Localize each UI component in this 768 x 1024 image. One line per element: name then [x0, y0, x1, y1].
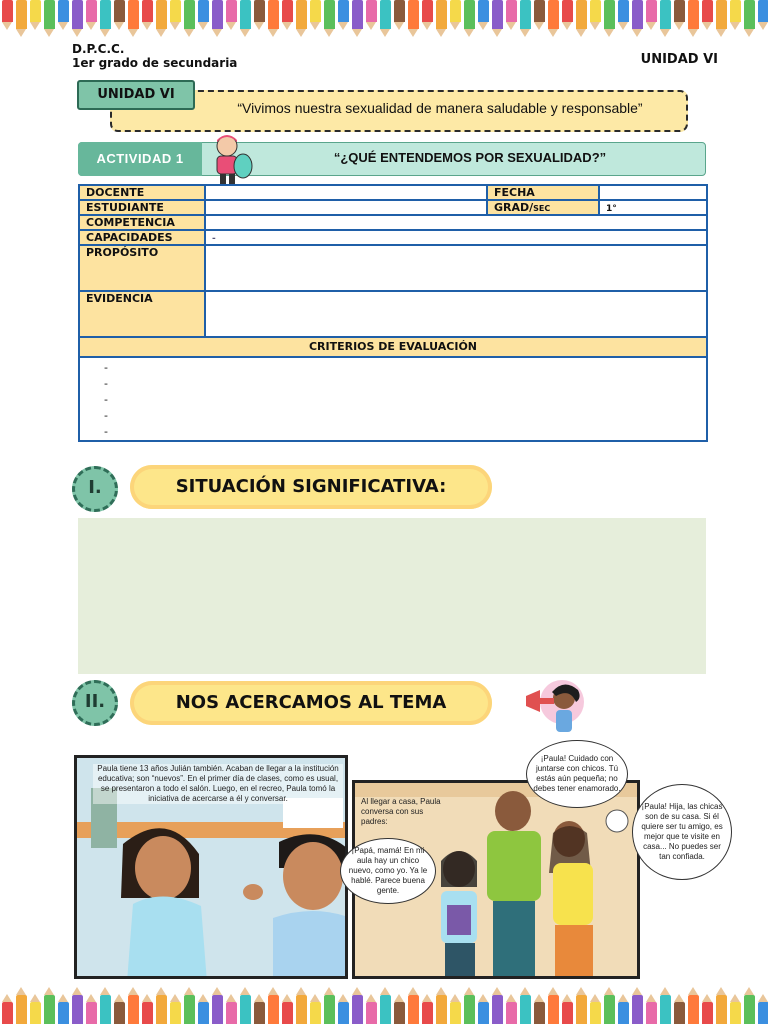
pencil-decoration	[506, 0, 517, 22]
pencil-decoration	[506, 1002, 517, 1024]
pencil-tip	[240, 29, 250, 37]
pencil-tip	[562, 22, 572, 30]
pencil-decoration	[268, 0, 279, 29]
pencil-decoration	[142, 1002, 153, 1024]
pencil-decoration	[184, 0, 195, 29]
pencil-decoration	[492, 995, 503, 1024]
competencia-label: COMPETENCIA	[79, 215, 205, 230]
pencil-decoration	[324, 995, 335, 1024]
pencil-tip	[16, 987, 26, 995]
pencil-tip	[506, 994, 516, 1002]
pencil-decoration	[604, 0, 615, 29]
grade-label: 1er grado de secundaria	[72, 56, 238, 70]
grad-value: 1°	[606, 204, 617, 214]
pencil-decoration	[156, 995, 167, 1024]
pencil-tip	[394, 994, 404, 1002]
pencil-tip	[758, 994, 768, 1002]
capacidades-field[interactable]	[205, 230, 707, 245]
pencil-tip	[184, 29, 194, 37]
criterio-item: -	[104, 425, 108, 438]
pencil-decoration	[646, 1002, 657, 1024]
activity-title: “¿QUÉ ENTENDEMOS POR SEXUALIDAD?”	[333, 150, 607, 165]
pencil-tip	[380, 29, 390, 37]
pencil-tip	[156, 987, 166, 995]
pencil-decoration	[744, 0, 755, 29]
pencil-decoration	[674, 0, 685, 22]
pencil-decoration	[730, 0, 741, 22]
girl-megaphone-illustration	[522, 678, 592, 740]
pencil-decoration	[338, 1002, 349, 1024]
criterio-item: -	[104, 361, 108, 374]
pencil-tip	[30, 22, 40, 30]
pencil-decoration	[58, 1002, 69, 1024]
pencil-tip	[534, 22, 544, 30]
pencil-decoration	[464, 0, 475, 29]
pencil-tip	[16, 29, 26, 37]
docente-field[interactable]	[205, 185, 487, 200]
pencil-decoration	[240, 995, 251, 1024]
docente-label: DOCENTE	[79, 185, 205, 200]
proposito-label: PROPÓSITO	[79, 245, 205, 291]
pencil-tip	[2, 994, 12, 1002]
pencil-tip	[590, 22, 600, 30]
pencil-decoration	[156, 0, 167, 29]
pencil-decoration	[114, 1002, 125, 1024]
pencil-decoration	[170, 1002, 181, 1024]
panel-2-caption: Al llegar a casa, Paula conversa con sus padres:	[361, 797, 441, 826]
unit-heading: UNIDAD VI	[640, 52, 718, 67]
pencil-tip	[296, 29, 306, 37]
pencil-decoration	[310, 0, 321, 22]
pencil-tip	[450, 994, 460, 1002]
pencil-tip	[730, 994, 740, 1002]
pencil-decoration	[520, 995, 531, 1024]
pencil-tip	[352, 29, 362, 37]
pencil-decoration	[422, 1002, 433, 1024]
pencil-tip	[464, 987, 474, 995]
pencil-tip	[310, 994, 320, 1002]
pencil-decoration	[72, 995, 83, 1024]
student-illustration	[205, 132, 255, 186]
pencil-tip	[716, 29, 726, 37]
pencil-decoration	[226, 1002, 237, 1024]
pencil-decoration	[44, 995, 55, 1024]
pencil-decoration	[254, 0, 265, 22]
pencil-tip	[170, 22, 180, 30]
pencil-tip	[296, 987, 306, 995]
pencil-tip	[2, 22, 12, 30]
pencil-decoration	[268, 995, 279, 1024]
pencil-decoration	[590, 1002, 601, 1024]
pencil-decoration	[744, 995, 755, 1024]
pencil-tip	[716, 987, 726, 995]
pencil-decoration	[2, 0, 13, 22]
pencil-decoration	[240, 0, 251, 29]
pencil-tip	[240, 987, 250, 995]
grad-sec-field[interactable]	[599, 200, 707, 215]
pencil-tip	[646, 22, 656, 30]
pencil-tip	[576, 987, 586, 995]
competencia-field[interactable]	[205, 215, 707, 230]
pencil-tip	[506, 22, 516, 30]
unit-quote: “Vivimos nuestra sexualidad de manera saludable y responsable”	[237, 100, 643, 116]
pencil-tip	[576, 29, 586, 37]
pencil-decoration	[688, 0, 699, 29]
document-header	[72, 42, 237, 70]
speech-bubble-paula: ¡Papá, mamá! En mi aula hay un chico nuevo, como yo. Ya le hablé. Parece buena gente.	[340, 838, 436, 904]
pencil-tip	[408, 29, 418, 37]
pencil-decoration	[674, 1002, 685, 1024]
unit-tag: UNIDAD VI	[77, 80, 195, 110]
pencil-tip	[604, 987, 614, 995]
pencil-tip	[268, 29, 278, 37]
pencil-tip	[114, 994, 124, 1002]
pencil-decoration	[576, 0, 587, 29]
pencil-decoration	[758, 1002, 768, 1024]
pencil-tip	[660, 987, 670, 995]
grad-sec-label	[487, 200, 599, 215]
pencil-decoration	[44, 0, 55, 29]
pencil-decoration	[450, 1002, 461, 1024]
pencil-tip	[758, 22, 768, 30]
pencil-decoration	[422, 0, 433, 22]
criterios-list[interactable]	[79, 357, 707, 441]
pencil-tip	[114, 22, 124, 30]
pencil-decoration	[324, 0, 335, 29]
speech-bubble-father: ¡Paula! Cuidado con juntarse con chicos. Tú estás aún pequeña; no debes tener enamorado.	[526, 740, 628, 808]
pencil-decoration	[198, 0, 209, 22]
pencil-decoration	[478, 0, 489, 22]
pencil-decoration	[254, 1002, 265, 1024]
section-1-title: SITUACIÓN SIGNIFICATIVA:	[130, 465, 492, 509]
evidencia-label: EVIDENCIA	[79, 291, 205, 337]
pencil-decoration	[408, 0, 419, 29]
fecha-label: FECHA	[487, 185, 599, 200]
section-1-number: I.	[72, 466, 118, 512]
pencil-tip	[702, 994, 712, 1002]
estudiante-label: ESTUDIANTE	[79, 200, 205, 215]
pencil-decoration	[296, 995, 307, 1024]
pencil-decoration	[646, 0, 657, 22]
pencil-decoration	[534, 0, 545, 22]
pencil-decoration	[366, 1002, 377, 1024]
pencil-tip	[366, 22, 376, 30]
pencil-tip	[618, 22, 628, 30]
pencil-tip	[128, 29, 138, 37]
pencil-tip	[212, 987, 222, 995]
pencil-tip	[632, 29, 642, 37]
pencil-decoration	[30, 1002, 41, 1024]
pencil-tip	[604, 29, 614, 37]
pencil-tip	[464, 29, 474, 37]
pencil-decoration	[366, 0, 377, 22]
pencil-tip	[282, 22, 292, 30]
pencil-decoration	[534, 1002, 545, 1024]
pencil-decoration	[142, 0, 153, 22]
pencil-tip	[492, 29, 502, 37]
pencil-tip	[380, 987, 390, 995]
pencil-tip	[618, 994, 628, 1002]
section-2-number: II.	[72, 680, 118, 726]
pencil-tip	[30, 994, 40, 1002]
pencil-tip	[72, 29, 82, 37]
pencil-tip	[226, 994, 236, 1002]
criterio-item: -	[104, 409, 108, 422]
pencil-tip	[492, 987, 502, 995]
pencil-decoration	[618, 1002, 629, 1024]
pencil-tip	[58, 22, 68, 30]
pencil-decoration	[58, 0, 69, 22]
pencil-decoration	[590, 0, 601, 22]
pencil-decoration	[632, 995, 643, 1024]
pencil-decoration	[394, 0, 405, 22]
section-2-title: NOS ACERCAMOS AL TEMA	[130, 681, 492, 725]
pencil-tip	[282, 994, 292, 1002]
panel-1-caption: Paula tiene 13 años Julián también. Acaban de llegar a la institución educativa; son “nuevos”. En el primer día de clases, como es usual, se presentaron a todo el salón. Luego, en el recreo, Paula tomó la iniciativa de acercarse a él y conversar.	[93, 764, 343, 804]
pencil-decoration	[100, 0, 111, 29]
pencil-decoration	[72, 0, 83, 29]
org-name: D.P.C.C.	[72, 42, 125, 56]
capacidades-label: CAPACIDADES	[79, 230, 205, 245]
pencil-tip	[422, 22, 432, 30]
pencil-decoration	[128, 995, 139, 1024]
pencil-decoration	[702, 1002, 713, 1024]
pencil-tip	[674, 994, 684, 1002]
pencil-tip	[338, 994, 348, 1002]
pencil-decoration	[576, 995, 587, 1024]
pencil-tip	[58, 994, 68, 1002]
pencil-decoration	[702, 0, 713, 22]
pencil-tip	[310, 22, 320, 30]
pencil-tip	[422, 994, 432, 1002]
pencil-tip	[688, 29, 698, 37]
pencil-tip	[436, 29, 446, 37]
pencil-decoration	[520, 0, 531, 29]
pencil-tip	[100, 987, 110, 995]
pencil-tip	[674, 22, 684, 30]
pencil-decoration	[492, 0, 503, 29]
pencil-tip	[198, 22, 208, 30]
pencil-tip	[198, 994, 208, 1002]
pencil-decoration	[296, 0, 307, 29]
pencil-decoration	[338, 0, 349, 22]
pencil-tip	[212, 29, 222, 37]
pencil-tip	[660, 29, 670, 37]
estudiante-field[interactable]	[205, 200, 487, 215]
pencil-decoration	[100, 995, 111, 1024]
pencil-tip	[324, 29, 334, 37]
pencil-decoration	[436, 995, 447, 1024]
pencil-tip	[590, 994, 600, 1002]
pencil-tip	[548, 29, 558, 37]
pencil-decoration	[30, 0, 41, 22]
pencil-tip	[394, 22, 404, 30]
pencil-decoration	[16, 0, 27, 29]
pencil-tip	[534, 994, 544, 1002]
pencil-tip	[548, 987, 558, 995]
pencil-tip	[170, 994, 180, 1002]
speech-bubble-mother: ¡Paula! Hija, las chicas son de su casa. Si él quiere ser tu amigo, es mejor que te visite en casa... No puedes ser tan confiada.	[632, 784, 732, 880]
pencil-decoration	[16, 995, 27, 1024]
pencil-decoration	[464, 995, 475, 1024]
pencil-tip	[366, 994, 376, 1002]
pencil-decoration	[282, 0, 293, 22]
pencil-tip	[128, 987, 138, 995]
pencil-decoration	[170, 0, 181, 22]
pencil-decoration	[310, 1002, 321, 1024]
pencil-decoration	[632, 0, 643, 29]
info-table	[78, 184, 708, 442]
pencil-decoration	[226, 0, 237, 22]
pencil-tip	[478, 994, 488, 1002]
pencil-decoration	[730, 1002, 741, 1024]
pencil-tip	[520, 987, 530, 995]
criterios-header: CRITERIOS DE EVALUACIÓN	[79, 337, 707, 357]
pencil-tip	[744, 29, 754, 37]
pencil-decoration	[212, 0, 223, 29]
pencil-tip	[86, 22, 96, 30]
proposito-field[interactable]	[205, 245, 707, 291]
pencil-decoration	[478, 1002, 489, 1024]
pencil-decoration	[2, 1002, 13, 1024]
pencil-tip	[744, 987, 754, 995]
pencil-tip	[450, 22, 460, 30]
pencil-tip	[100, 29, 110, 37]
pencil-tip	[562, 994, 572, 1002]
pencil-tip	[44, 29, 54, 37]
pencil-decoration	[716, 995, 727, 1024]
pencil-tip	[324, 987, 334, 995]
pencil-decoration	[562, 1002, 573, 1024]
pencil-tip	[142, 994, 152, 1002]
pencil-tip	[478, 22, 488, 30]
pencil-tip	[338, 22, 348, 30]
pencil-decoration	[604, 995, 615, 1024]
situation-text-area[interactable]	[78, 518, 706, 674]
pencil-decoration	[86, 0, 97, 22]
pencil-tip	[254, 994, 264, 1002]
pencil-tip	[86, 994, 96, 1002]
pencil-tip	[142, 22, 152, 30]
fecha-field[interactable]	[599, 185, 707, 200]
comic-panel-1	[74, 755, 348, 979]
sec-text: SEC	[533, 204, 551, 213]
pencil-decoration	[352, 995, 363, 1024]
pencil-decoration	[660, 995, 671, 1024]
criterio-item: -	[104, 393, 108, 406]
pencil-tip	[436, 987, 446, 995]
capacidades-value: -	[212, 234, 216, 244]
pencil-border-top	[0, 0, 768, 44]
pencil-tip	[72, 987, 82, 995]
pencil-decoration	[282, 1002, 293, 1024]
pencil-tip	[352, 987, 362, 995]
pencil-decoration	[198, 1002, 209, 1024]
activity-tag: ACTIVIDAD 1	[78, 142, 202, 176]
pencil-decoration	[212, 995, 223, 1024]
evidencia-field[interactable]	[205, 291, 707, 337]
pencil-tip	[408, 987, 418, 995]
pencil-tip	[44, 987, 54, 995]
pencil-decoration	[184, 995, 195, 1024]
criterio-item: -	[104, 377, 108, 390]
pencil-tip	[184, 987, 194, 995]
pencil-tip	[730, 22, 740, 30]
pencil-decoration	[128, 0, 139, 29]
pencil-tip	[268, 987, 278, 995]
pencil-tip	[156, 29, 166, 37]
pencil-decoration	[86, 1002, 97, 1024]
pencil-decoration	[660, 0, 671, 29]
pencil-decoration	[114, 0, 125, 22]
pencil-decoration	[352, 0, 363, 29]
pencil-tip	[702, 22, 712, 30]
pencil-decoration	[450, 0, 461, 22]
pencil-decoration	[436, 0, 447, 29]
pencil-tip	[520, 29, 530, 37]
pencil-tip	[688, 987, 698, 995]
pencil-decoration	[548, 995, 559, 1024]
pencil-tip	[632, 987, 642, 995]
pencil-tip	[226, 22, 236, 30]
pencil-border-bottom	[0, 984, 768, 1024]
pencil-decoration	[408, 995, 419, 1024]
pencil-tip	[254, 22, 264, 30]
pencil-tip	[646, 994, 656, 1002]
pencil-decoration	[758, 0, 768, 22]
pencil-decoration	[688, 995, 699, 1024]
pencil-decoration	[394, 1002, 405, 1024]
pencil-decoration	[716, 0, 727, 29]
pencil-decoration	[380, 995, 391, 1024]
pencil-decoration	[548, 0, 559, 29]
pencil-decoration	[618, 0, 629, 22]
grad-text: GRAD/	[494, 201, 534, 214]
pencil-decoration	[562, 0, 573, 22]
pencil-decoration	[380, 0, 391, 29]
